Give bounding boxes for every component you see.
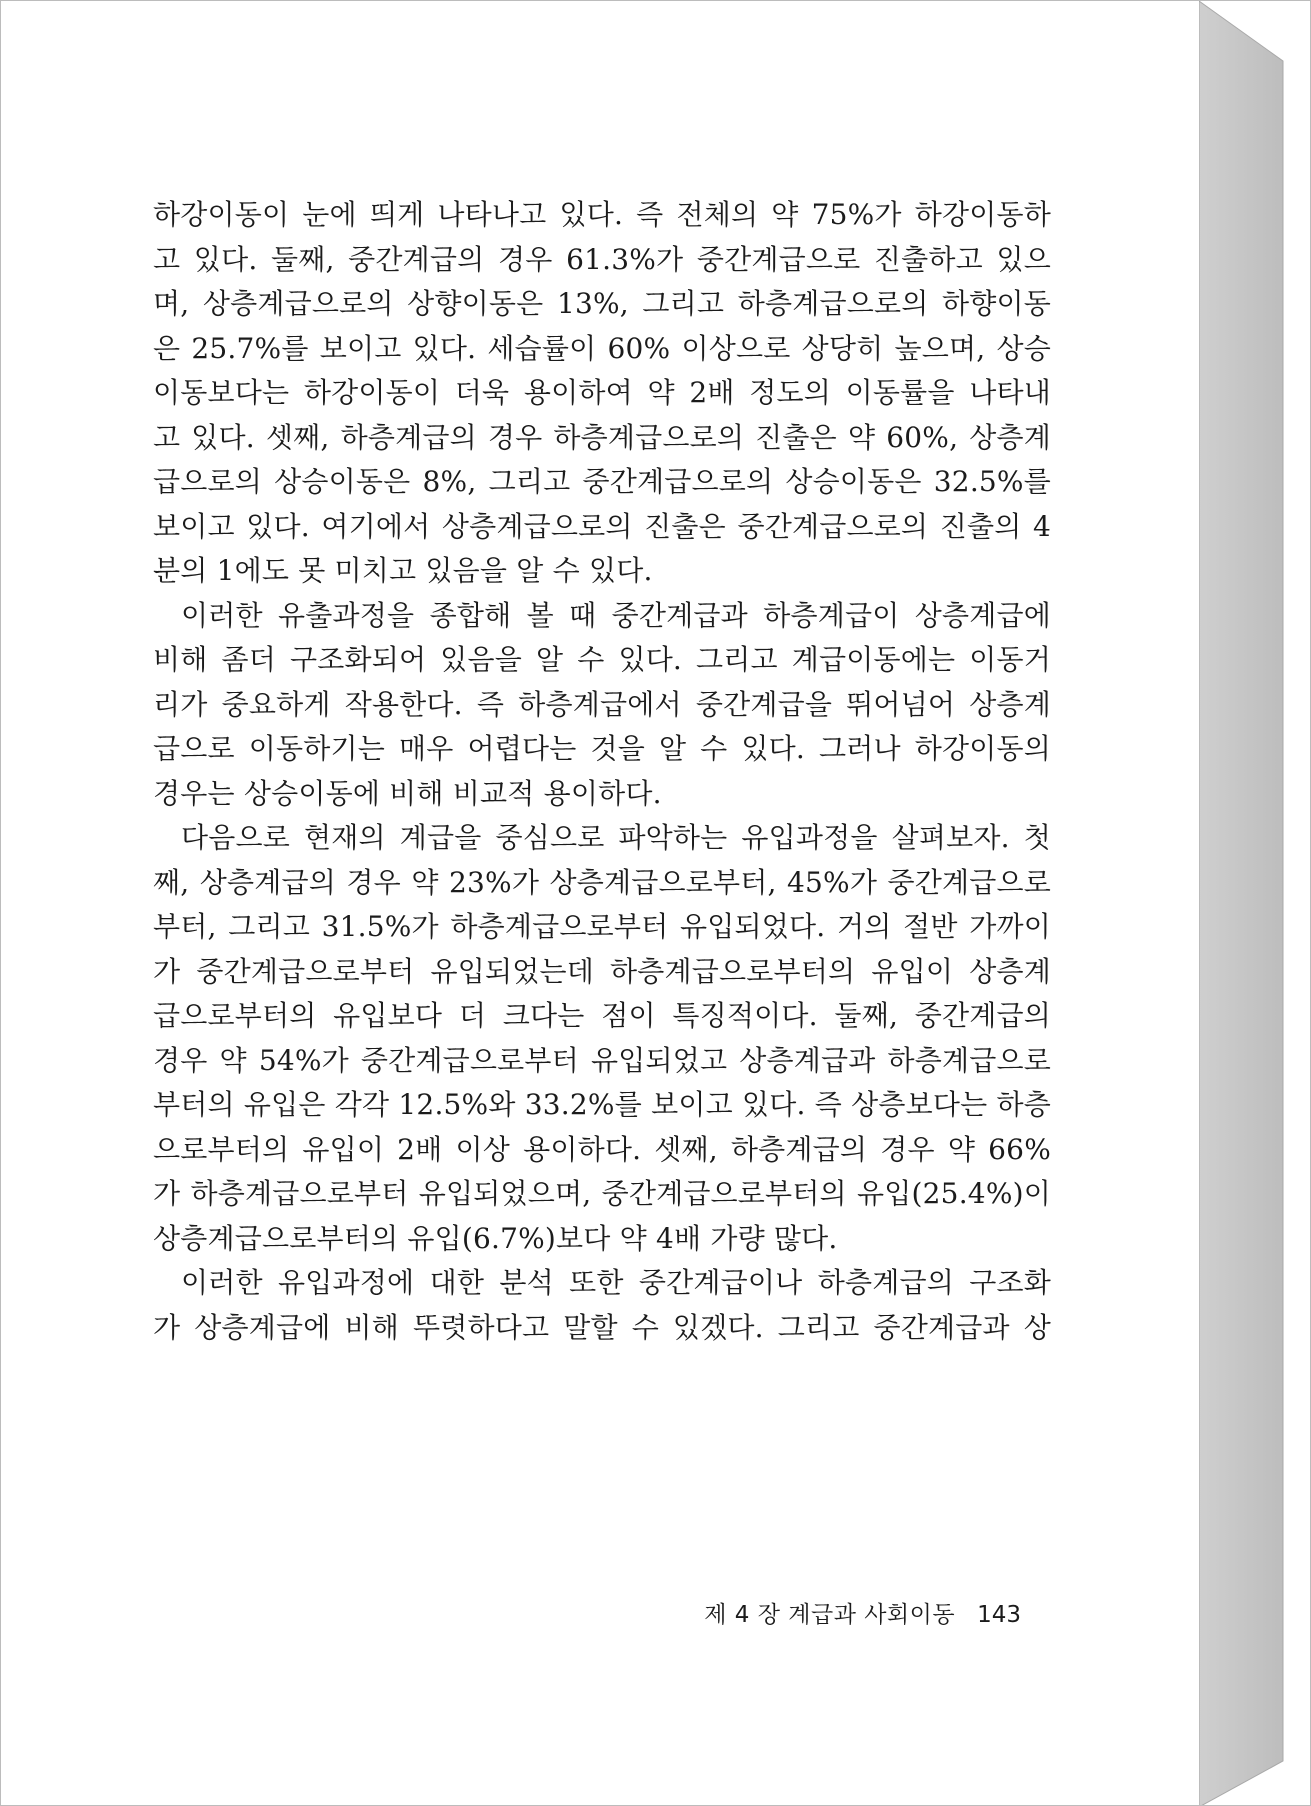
text-line: 은 25.7%를 보이고 있다. 세습률이 60% 이상으로 상당히 높으며, 상승	[153, 331, 1051, 365]
running-footer-chapter: 제 4 장 계급과 사회이동	[704, 1602, 956, 1628]
text-line: 급으로의 상승이동은 8%, 그리고 중간계급으로의 상승이동은 32.5%를	[153, 465, 1051, 498]
paragraph	[153, 193, 1051, 594]
text-line: 며, 상층계급으로의 상향이동은 13%, 그리고 하층계급으로의 하향이동	[153, 287, 1051, 320]
text-line: 경우 약 54%가 중간계급으로부터 유입되었고 상층계급과 하층계급으로	[153, 1043, 1051, 1077]
paragraph	[153, 1261, 1051, 1350]
text-line: 고 있다. 둘째, 중간계급의 경우 61.3%가 중간계급으로 진출하고 있으	[153, 242, 1051, 276]
text-line: 경우는 상승이동에 비해 비교적 용이하다.	[153, 776, 662, 810]
text-line: 가 하층계급으로부터 유입되었으며, 중간계급으로부터의 유입(25.4%)이	[153, 1177, 1051, 1210]
body-text	[153, 193, 1051, 1350]
text-line: 고 있다. 셋째, 하층계급의 경우 하층계급으로의 진출은 약 60%, 상층계	[153, 420, 1051, 454]
text-line: 급으로 이동하기는 매우 어렵다는 것을 알 수 있다. 그러나 하강이동의	[153, 732, 1051, 765]
text-line: 부터, 그리고 31.5%가 하층계급으로부터 유입되었다. 거의 절반 가까이	[153, 910, 1051, 943]
text-line: 이러한 유출과정을 종합해 볼 때 중간계급과 하층계급이 상층계급에	[181, 598, 1051, 632]
page-footer	[641, 1595, 1021, 1635]
text-line: 으로부터의 유입이 2배 이상 용이하다. 셋째, 하층계급의 경우 약 66%	[153, 1132, 1051, 1166]
text-line: 부터의 유입은 각각 12.5%와 33.2%를 보이고 있다. 즉 상층보다는 하층	[153, 1088, 1051, 1121]
text-line: 상층계급으로부터의 유입(6.7%)보다 약 4배 가량 많다.	[153, 1221, 838, 1255]
text-line: 급으로부터의 유입보다 더 크다는 점이 특징적이다. 둘째, 중간계급의	[153, 999, 1051, 1032]
book-page	[1, 1, 1199, 1806]
text-line: 보이고 있다. 여기에서 상층계급으로의 진출은 중간계급으로의 진출의 4	[153, 509, 1051, 543]
paragraph	[153, 594, 1051, 817]
text-line: 이러한 유입과정에 대한 분석 또한 중간계급이나 하층계급의 구조화	[181, 1266, 1051, 1299]
page-number: 143	[977, 1602, 1021, 1628]
text-line: 가 중간계급으로부터 유입되었는데 하층계급으로부터의 유입이 상층계	[153, 954, 1051, 988]
text-line: 째, 상층계급의 경우 약 23%가 상층계급으로부터, 45%가 중간계급으로	[153, 865, 1051, 899]
text-line: 분의 1에도 못 미치고 있음을 알 수 있다.	[153, 554, 653, 587]
paragraph	[153, 816, 1051, 1261]
text-line: 비해 좀더 구조화되어 있음을 알 수 있다. 그리고 계급이동에는 이동거	[153, 643, 1051, 676]
text-line: 다음으로 현재의 계급을 중심으로 파악하는 유입과정을 살펴보자. 첫	[181, 821, 1051, 854]
text-line: 리가 중요하게 작용한다. 즉 하층계급에서 중간계급을 뛰어넘어 상층계	[153, 687, 1051, 721]
text-line: 이동보다는 하강이동이 더욱 용이하여 약 2배 정도의 이동률을 나타내	[153, 376, 1051, 409]
text-line: 하강이동이 눈에 띄게 나타나고 있다. 즉 전체의 약 75%가 하강이동하	[153, 198, 1051, 231]
text-line: 가 상층계급에 비해 뚜렷하다고 말할 수 있겠다. 그리고 중간계급과 상	[153, 1310, 1051, 1344]
